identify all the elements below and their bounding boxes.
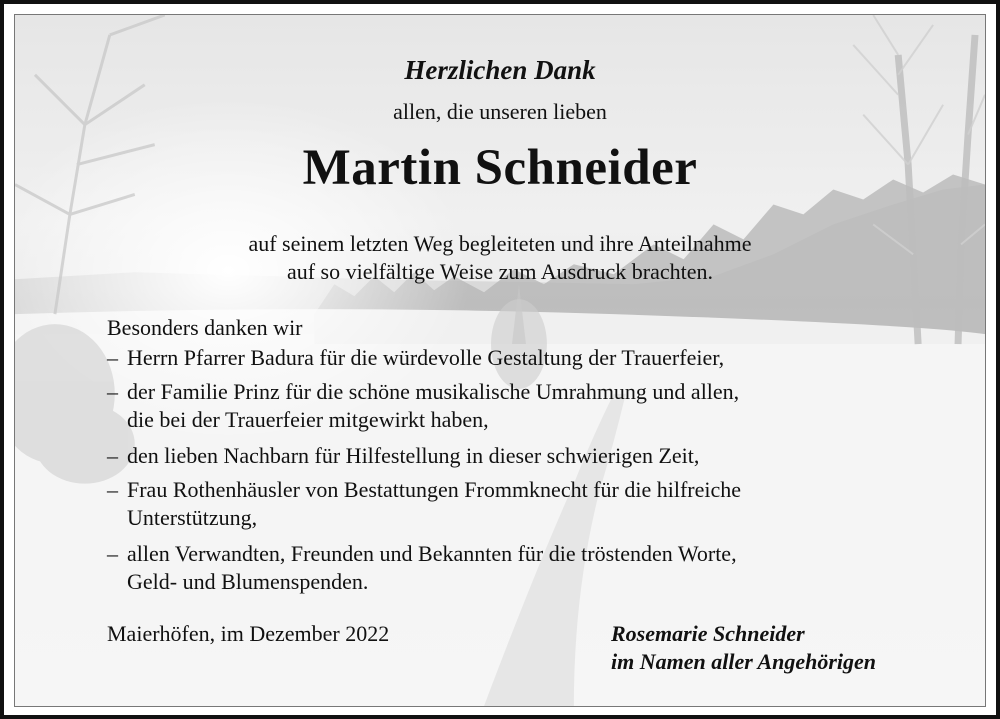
place-date: Maierhöfen, im Dezember 2022	[107, 621, 390, 646]
dash-marker: –	[107, 443, 118, 468]
thanks-item-line: Geld- und Blumenspenden.	[127, 569, 369, 594]
dash-marker: –	[107, 345, 118, 370]
body-line-1: auf seinem letzten Weg begleiteten und ihre Anteilnahme	[248, 231, 752, 256]
notice-heading: Herzlichen Dank	[404, 55, 596, 85]
thanks-item-line: allen Verwandten, Freunden und Bekannten für die tröstenden Worte,	[127, 541, 737, 566]
thanks-item-line: Frau Rothenhäusler von Bestattungen Frommknecht für die hilfreiche	[127, 477, 742, 502]
deceased-name: Martin Schneider	[302, 140, 698, 196]
body-line-2: auf so vielfältige Weise zum Ausdruck brachten.	[286, 259, 714, 284]
dash-marker: –	[107, 477, 118, 502]
signature-subline: im Namen aller Angehörigen	[611, 649, 877, 674]
dash-marker: –	[107, 379, 118, 404]
thanks-item-line: Unterstützung,	[127, 505, 258, 530]
signature-name: Rosemarie Schneider	[611, 621, 805, 646]
thanks-item-line: Herrn Pfarrer Badura für die würdevolle Gestaltung der Trauerfeier,	[127, 345, 725, 370]
dash-marker: –	[107, 541, 118, 566]
intro-text: allen, die unseren lieben	[393, 99, 607, 124]
notice-panel	[14, 14, 986, 707]
thanks-item-line: den lieben Nachbarn für Hilfestellung in dieser schwierigen Zeit,	[127, 443, 700, 468]
thanks-item-line: die bei der Trauerfeier mitgewirkt haben,	[127, 407, 489, 432]
thanks-item-line: der Familie Prinz für die schöne musikalische Umrahmung und allen,	[127, 379, 740, 404]
thanks-intro: Besonders danken wir	[107, 315, 303, 340]
